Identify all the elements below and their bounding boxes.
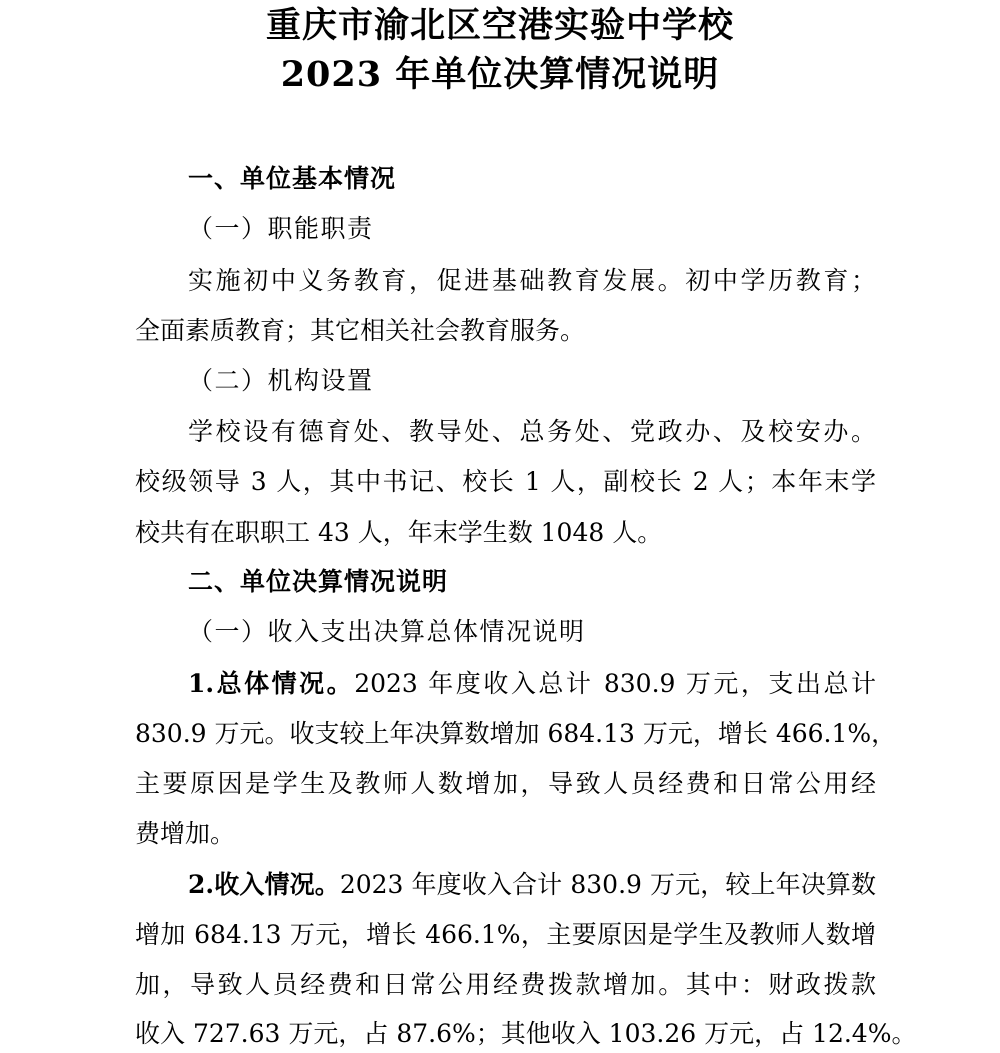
paragraph-lead-overall: 1.总体情况。 <box>188 669 355 698</box>
paragraph-line: 全面素质教育；其它相关社会教育服务。 <box>135 316 586 345</box>
paragraph-line: 实施初中义务教育，促进基础教育发展。初中学历教育； <box>188 266 876 295</box>
paragraph-line: 校共有在职职工 43 人，年末学生数 1048 人。 <box>135 518 663 547</box>
paragraph-line: 收入 727.63 万元，占 87.6%；其他收入 103.26 万元，占 12.4%。 <box>135 1019 917 1048</box>
section-heading-basic-info: 一、单位基本情况 <box>188 164 397 193</box>
subheading-income-expenditure: （一）收入支出决算总体情况说明 <box>188 617 586 646</box>
document-title-line-2: 2023 年单位决算情况说明 <box>280 54 720 95</box>
paragraph-text: 2023 年度收入总计 830.9 万元，支出总计 <box>354 669 876 698</box>
paragraph-line: 830.9 万元。收支较上年决算数增加 684.13 万元，增长 466.1%， <box>135 719 897 748</box>
paragraph-lead-income: 2.收入情况。 <box>188 870 340 899</box>
paragraph-line <box>188 868 876 902</box>
subheading-functions: （一）职能职责 <box>188 214 374 243</box>
paragraph-line: 学校设有德育处、教导处、总务处、党政办、及校安办。 <box>188 417 876 446</box>
paragraph-text: 2023 年度收入合计 830.9 万元，较上年决算数 <box>339 870 876 899</box>
paragraph-line: 主要原因是学生及教师人数增加，导致人员经费和日常公用经 <box>135 769 876 798</box>
paragraph-line: 加，导致人员经费和日常公用经费拨款增加。其中：财政拨款 <box>135 970 876 999</box>
document-title-line-1: 重庆市渝北区空港实验中学校 <box>265 5 734 46</box>
subheading-organization: （二）机构设置 <box>188 366 374 395</box>
paragraph-line: 校级领导 3 人，其中书记、校长 1 人，副校长 2 人；本年末学 <box>135 467 876 496</box>
section-heading-final-accounts: 二、单位决算情况说明 <box>188 567 449 596</box>
paragraph-line: 增加 684.13 万元，增长 466.1%，主要原因是学生及教师人数增 <box>135 920 876 949</box>
paragraph-line <box>188 667 876 701</box>
paragraph-line: 费增加。 <box>135 819 236 848</box>
